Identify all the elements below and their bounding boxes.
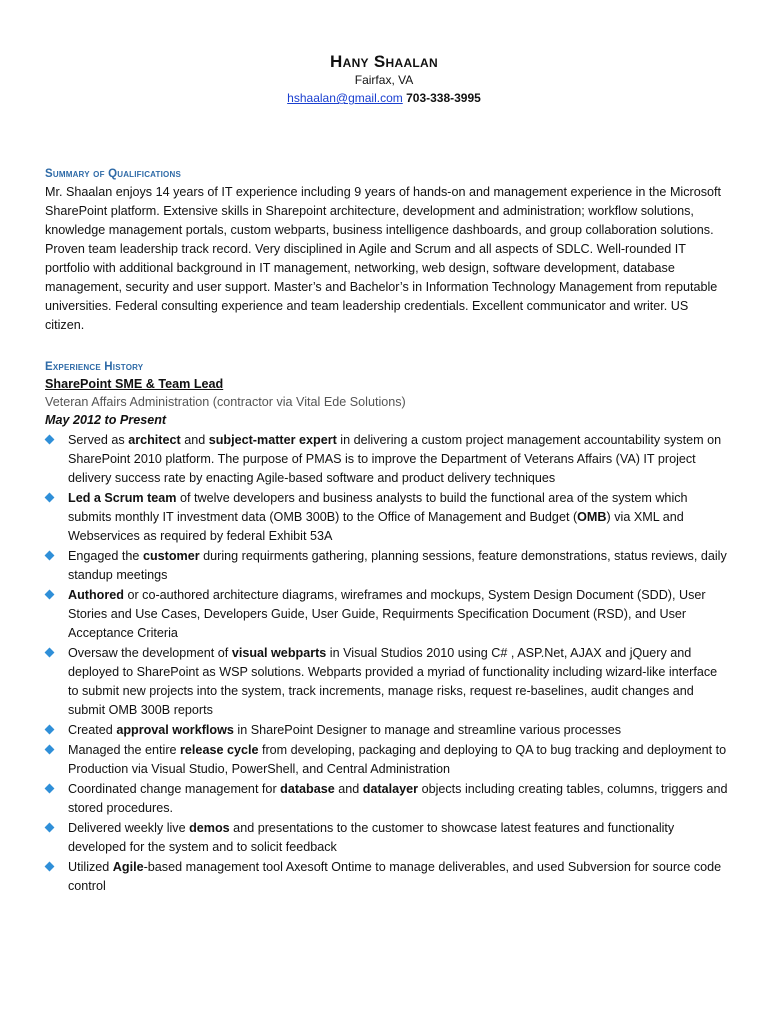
responsibility-item bbox=[45, 586, 728, 643]
bullet-text: in Visual Studios 2010 using C# , ASP.Net, AJAX and jQuery and deployed to SharePoint as WSP solutions. Webparts provided a myriad of functionality including wizard-like interface to submit new projects into the system, track increments, manage risks, request re-baselines, audit changes and submit OMB 300B reports bbox=[68, 646, 718, 717]
emphasized-text: Authored bbox=[68, 588, 124, 602]
summary-paragraph: Mr. Shaalan enjoys 14 years of IT experience including 9 years of hands-on and management experience in the Microsoft SharePoint platform. Extensive skills in Sharepoint architecture, development and administration; workflow solutions, knowledge management portals, custom webparts, business intelligence dashboards, and group collaboration solutions. Proven team leadership track record. Very disciplined in Agile and Scrum and all aspects of SDLC. Well-rounded IT portfolio with additional background in IT management, networking, web design, software development, database management, security and user support. Master’s and Bachelor’s in Information Technology Management from reputable universities. Federal consulting experience and team leadership credentials. Excellent communicator and writer. US citizen. bbox=[45, 185, 722, 332]
emphasized-text: Agile bbox=[112, 860, 144, 874]
resume-body bbox=[45, 166, 728, 897]
diamond-bullet-icon bbox=[45, 745, 55, 755]
emphasized-text: customer bbox=[142, 549, 200, 563]
bullet-text: Utilized bbox=[68, 860, 113, 874]
experience-heading: Experience History bbox=[45, 361, 144, 373]
phone-number: 703-338-3995 bbox=[406, 91, 481, 105]
diamond-bullet-icon bbox=[45, 648, 55, 658]
responsibility-item bbox=[45, 721, 728, 740]
emphasized-text: release cycle bbox=[180, 743, 259, 757]
emphasized-text: datalayer bbox=[362, 782, 419, 796]
bullet-text: and bbox=[180, 433, 209, 447]
job-title: SharePoint SME & Team Lead bbox=[45, 377, 224, 391]
diamond-bullet-icon bbox=[45, 551, 55, 561]
bullet-text: Delivered weekly live bbox=[68, 821, 190, 835]
bullet-text: during requirments gathering, planning sessions, feature demonstrations, status reviews, daily standup meetings bbox=[68, 549, 727, 582]
emphasized-text: approval workflows bbox=[116, 723, 234, 737]
emphasized-text: OMB bbox=[577, 510, 607, 524]
bullet-text: Oversaw the development of bbox=[68, 646, 232, 660]
bullet-text: or co-authored architecture diagrams, wireframes and mockups, System Design Document (SDD), User Stories and Use Cases, Developers Guide, User Guide, Requirments Specification Document (RSD), and User Acceptance Criteria bbox=[68, 588, 706, 640]
organization: Veteran Affairs Administration (contractor via Vital Ede Solutions) bbox=[45, 395, 406, 409]
bullet-text: Coordinated change management for bbox=[68, 782, 281, 796]
diamond-bullet-icon bbox=[45, 862, 55, 872]
bullet-text: from developing, packaging and deploying to QA to bug tracking and deployment to Production via Visual Studio, PowerShell, and Central Administration bbox=[68, 743, 727, 776]
bullet-text: and presentations to the customer to showcase latest features and functionality developed for the system and to solicit feedback bbox=[68, 821, 675, 854]
responsibility-item bbox=[45, 547, 728, 585]
employment-dates: May 2012 to Present bbox=[45, 413, 167, 427]
bullet-text: Engaged the bbox=[68, 549, 143, 563]
diamond-bullet-icon bbox=[45, 590, 55, 600]
location: Fairfax, VA bbox=[354, 73, 414, 87]
bullet-text: of twelve developers and business analysts to build the functional area of the system which submits monthly IT investment data (OMB 300B) to the Office of Management and Budget ( bbox=[68, 491, 688, 524]
resume-header bbox=[0, 0, 768, 107]
emphasized-text: subject-matter expert bbox=[208, 433, 337, 447]
bullet-text: -based management tool Axesoft Ontime to manage deliverables, and used Subversion for source code control bbox=[68, 860, 722, 893]
emphasized-text: database bbox=[280, 782, 335, 796]
diamond-bullet-icon bbox=[45, 823, 55, 833]
emphasized-text: visual webparts bbox=[231, 646, 327, 660]
email-link[interactable]: hshaalan@gmail.com bbox=[287, 91, 403, 105]
responsibility-item bbox=[45, 780, 728, 818]
responsibility-item bbox=[45, 858, 728, 896]
responsibility-item bbox=[45, 741, 728, 779]
bullet-text: ) via XML and Webservices as required by federal Exhibit 53A bbox=[68, 510, 684, 543]
responsibility-item bbox=[45, 644, 728, 720]
emphasized-text: Led a Scrum team bbox=[68, 491, 177, 505]
bullet-text: Created bbox=[68, 723, 117, 737]
candidate-name: Hany Shaalan bbox=[330, 52, 438, 71]
diamond-bullet-icon bbox=[45, 725, 55, 735]
bullet-text: objects including creating tables, columns, triggers and stored procedures. bbox=[68, 782, 728, 815]
diamond-bullet-icon bbox=[45, 435, 55, 445]
bullet-text: Managed the entire bbox=[68, 743, 181, 757]
diamond-bullet-icon bbox=[45, 784, 55, 794]
bullet-text: Served as bbox=[68, 433, 129, 447]
summary-heading: Summary of Qualifications bbox=[45, 168, 181, 180]
emphasized-text: architect bbox=[128, 433, 181, 447]
responsibility-list bbox=[45, 431, 728, 896]
responsibility-item bbox=[45, 431, 728, 488]
responsibility-item bbox=[45, 819, 728, 857]
responsibility-item bbox=[45, 489, 728, 546]
bullet-text: in SharePoint Designer to manage and streamline various processes bbox=[233, 723, 622, 737]
diamond-bullet-icon bbox=[45, 493, 55, 503]
bullet-text: and bbox=[334, 782, 363, 796]
emphasized-text: demos bbox=[189, 821, 230, 835]
contact-line bbox=[0, 89, 768, 107]
bullet-text: in delivering a custom project management accountability system on SharePoint 2010 platform. The purpose of PMAS is to improve the Department of Veterans Affairs (VA) IT project delivery success rate by enacting Agile-based software and product delivery techniques bbox=[68, 433, 722, 485]
